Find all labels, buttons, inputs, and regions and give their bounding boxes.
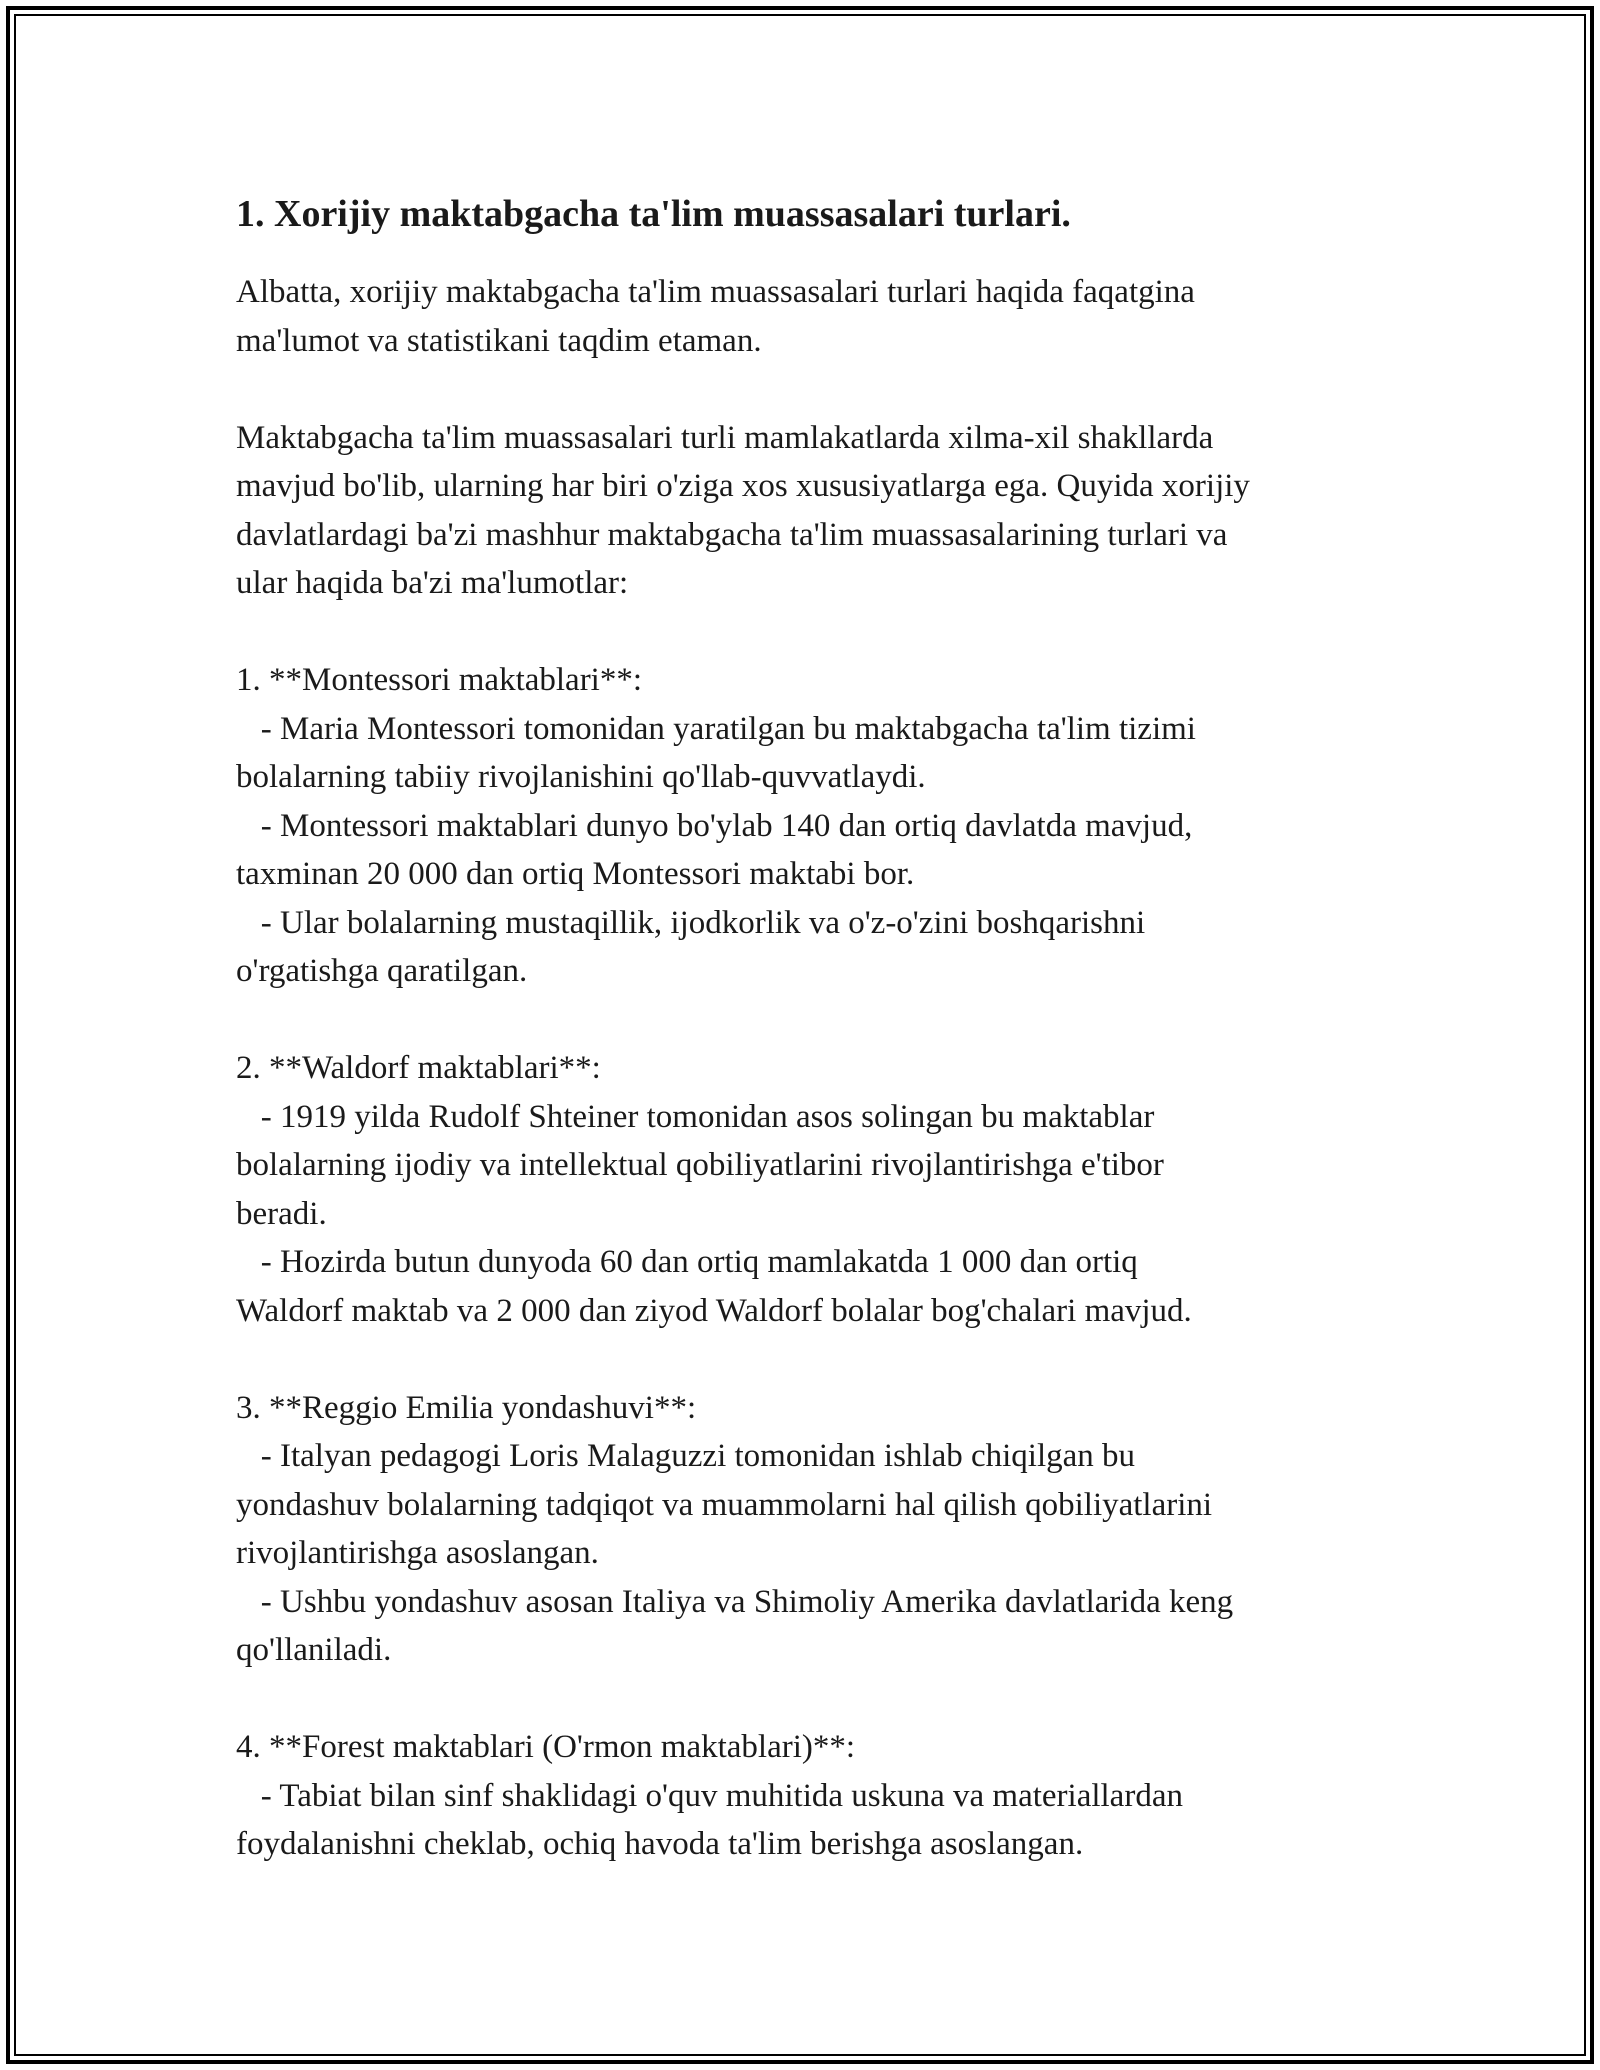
section-forest xyxy=(236,1723,1396,1869)
section-montessori xyxy=(236,656,1396,996)
paragraph-gap xyxy=(236,996,1396,1045)
section-body: - Italyan pedagogi Loris Malaguzzi tomonidan ishlab chiqilgan bu yondashuv bolalarning tadqiqot va muammolarni hal qilish qobiliyatlarini rivojlantirishga asoslangan. - Ushbu yondashuv asosan Italiya va Shimoliy Amerika davlatlarida keng qo'llaniladi. xyxy=(236,1438,1234,1668)
section-body: - Tabiat bilan sinf shaklidagi o'quv muhitida uskuna va materiallardan foydalanishni cheklab, ochiq havoda ta'lim berishga asoslangan. xyxy=(236,1777,1183,1862)
section-heading: 3. **Reggio Emilia yondashuvi**: xyxy=(236,1389,697,1426)
section-waldorf xyxy=(236,1044,1396,1335)
document-title: 1. Xorijiy maktabgacha ta'lim muassasalari turlari. xyxy=(236,193,1071,235)
paragraph-gap xyxy=(236,1675,1396,1724)
paragraph-gap xyxy=(236,365,1396,414)
paragraph-gap xyxy=(236,608,1396,657)
section-heading: 4. **Forest maktablari (O'rmon maktablari)**: xyxy=(236,1729,856,1765)
section-heading: 1. **Montessori maktablari**: xyxy=(236,662,643,698)
section-reggio-emilia xyxy=(236,1384,1396,1675)
intro-paragraph: Albatta, xorijiy maktabgacha ta'lim muassasalari turlari haqida faqatgina ma'lumot va statistikani taqdim etaman. xyxy=(236,274,1195,359)
document-body xyxy=(236,186,1396,1869)
section-heading: 2. **Waldorf maktablari**: xyxy=(236,1050,601,1086)
paragraph-gap xyxy=(236,1335,1396,1384)
section-body: - Maria Montessori tomonidan yaratilgan bu maktabgacha ta'lim tizimi bolalarning tabiiy rivojlanishini qo'llab-quvvatlaydi. - Montessori maktablari dunyo bo'ylab 140 dan ortiq davlatda mavjud, taxminan 20 000 dan ortiq Montessori maktabi bor. - Ular bolalarning mustaqillik, ijodkorlik va o'z-o'zini boshqarishni o'rgatishga qaratilgan. xyxy=(236,710,1196,989)
overview-paragraph: Maktabgacha ta'lim muassasalari turli mamlakatlarda xilma-xil shakllarda mavjud bo'lib, ularning har biri o'ziga xos xususiyatlarga ega. Quyida xorijiy davlatlardagi ba'zi mashhur maktabgacha ta'lim muassasalarining turlari va ular haqida ba'zi ma'lumotlar: xyxy=(236,419,1250,601)
section-body: - 1919 yilda Rudolf Shteiner tomonidan asos solingan bu maktablar bolalarning ijodiy va intellektual qobiliyatlarini rivojlantirishga e'tibor beradi. - Hozirda butun dunyoda 60 dan ortiq mamlakatda 1 000 dan ortiq Waldorf maktab va 2 000 dan ziyod Waldorf bolalar bog'chalari mavjud. xyxy=(236,1098,1192,1329)
